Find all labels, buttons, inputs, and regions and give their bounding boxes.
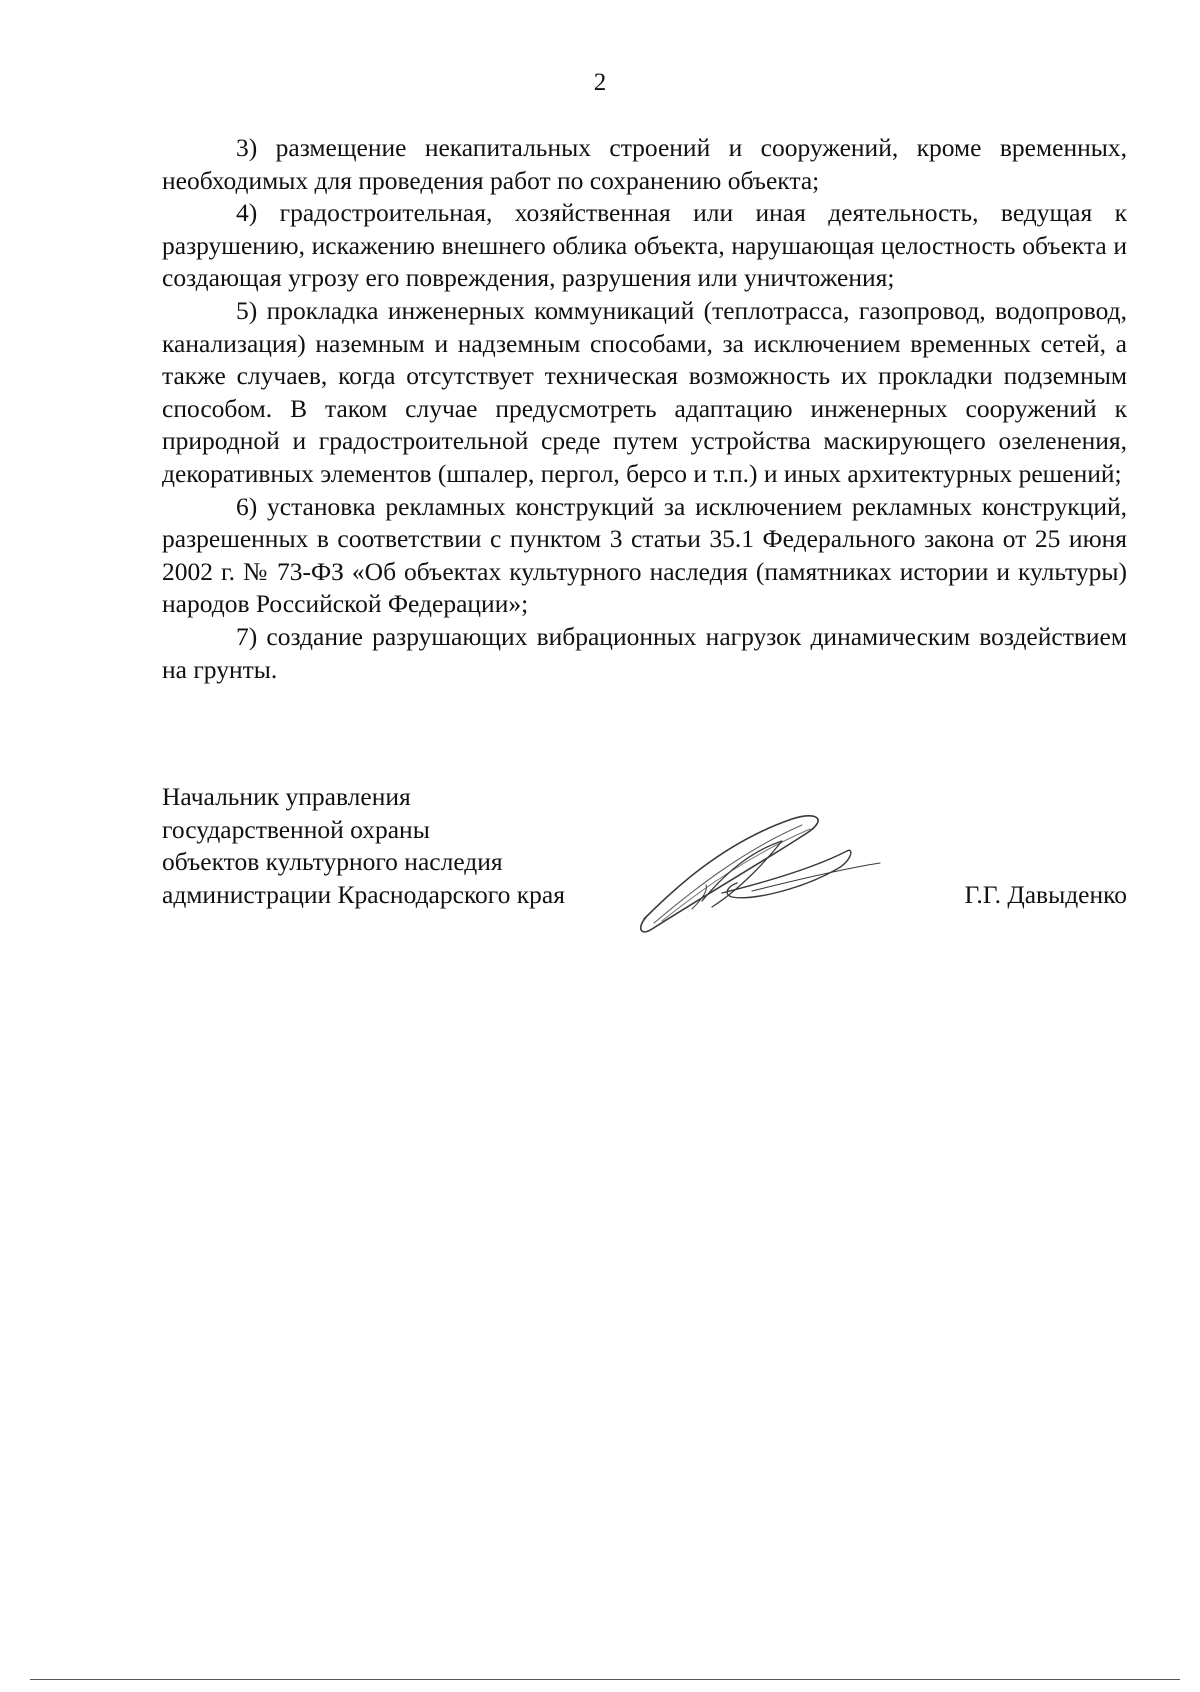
signer-title-line: Начальник управления [162, 782, 411, 811]
document-body [162, 132, 1127, 686]
signer-title-line: государственной охраны [162, 814, 430, 844]
bottom-divider [30, 1679, 1180, 1680]
page-number: 2 [593, 69, 607, 96]
signer-title [162, 781, 565, 911]
list-item: 5) прокладка инженерных коммуникаций (теплотрасса, газопровод, водопровод, канализация) наземным и надземным способами, за исключением временных сетей, а также случаев, когда отсутствует техническая возможность их прокладки подземным способом. В таком случае предусмотреть адаптацию инженерных сооружений к природной и градостроительной среде путем устройства маскирующего озеленения, декоративных элементов (шпалер, пергол, берсо и т.п.) и иных архитектурных решений; [162, 295, 1127, 488]
handwritten-signature [632, 811, 882, 941]
signer-title-line: объектов культурного наследия [162, 847, 503, 877]
list-item: 7) создание разрушающих вибрационных нагрузок динамическим воздействием на грунты. [162, 621, 1127, 684]
signer-name: Г.Г. Давыденко [964, 879, 1127, 909]
list-item: 3) размещение некапитальных строений и сооружений, кроме временных, необходимых для проведения работ по сохранению объекта; [162, 133, 1127, 195]
list-item: 6) установка рекламных конструкций за исключением рекламных конструкций, разрешенных в соответствии с пунктом 3 статьи 35.1 Федерального закона от 25 июня 2002 г. № 73-ФЗ «Об объектах культурного наследия (памятниках истории и культуры) народов Российской Федерации»; [162, 491, 1127, 619]
signature-block [162, 781, 1127, 941]
list-item: 4) градостроительная, хозяйственная или иная деятельность, ведущая к разрушению, искажению внешнего облика объекта, нарушающая целостность объекта и создающая угрозу его повреждения, разрушения или уничтожения; [162, 198, 1127, 293]
signer-title-line: администрации Краснодарского края [162, 879, 565, 909]
